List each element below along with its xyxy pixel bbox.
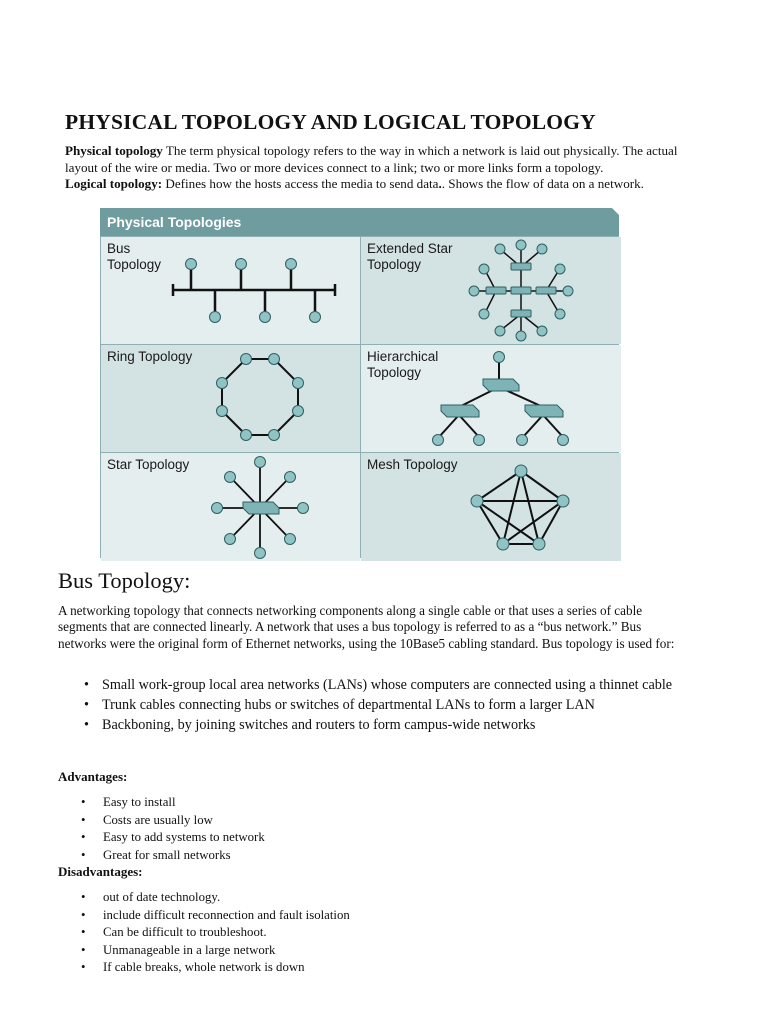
list-item: • Easy to add systems to network: [58, 829, 658, 847]
list-item: • Can be difficult to troubleshoot.: [58, 924, 658, 942]
logical-topology-period: .: [438, 176, 442, 191]
physical-topology-definition: The term physical topology refers to the way in which a network is laid out physically. The actual layout of the wire or media. Two or more devices connect to a link; two or more links form a topology.: [65, 143, 678, 175]
bus-topology-heading: Bus Topology:: [58, 568, 191, 593]
list-item: • include difficult reconnection and fault isolation: [58, 907, 658, 925]
star-topology-cell: [101, 453, 360, 561]
list-item: • Trunk cables connecting hubs or switches of departmental LANs to form a larger LAN: [58, 697, 698, 714]
physical-topologies-figure: [100, 208, 619, 558]
bus-topology-cell: [101, 237, 360, 344]
extended-star-topology-cell: [361, 237, 621, 344]
ring-topology-diagram: [101, 345, 360, 452]
topology-grid: [100, 236, 619, 558]
intro-paragraph: [65, 143, 705, 193]
mesh-topology-cell: [361, 453, 621, 561]
logical-topology-tail: . Shows the flow of data on a network.: [441, 176, 644, 191]
star-topology-diagram: [101, 453, 360, 561]
bus-topology-uses-list: [58, 677, 698, 737]
bus-topology-diagram: [101, 237, 360, 344]
bus-topology-label: Bus Topology: [107, 241, 162, 272]
advantages-heading: Advantages:: [58, 769, 128, 784]
page-title: PHYSICAL TOPOLOGY AND LOGICAL TOPOLOGY: [65, 110, 596, 134]
list-item: • Easy to install: [58, 794, 658, 812]
logical-topology-term: Logical topology:: [65, 176, 163, 191]
list-item: • Costs are usually low: [58, 812, 658, 830]
list-item: • If cable breaks, whole network is down: [58, 959, 658, 977]
hierarchical-topology-diagram: [361, 345, 621, 452]
mesh-topology-label: Mesh Topology: [367, 457, 458, 472]
bus-topology-paragraph: A networking topology that connects networking components along a single cable or that uses a series of cable segments that are connected linearly. A network that uses a bus topology is referred to as a “bus network.” Bus networks were the original form of Ethernet networks, using the 10Base5 cabling standard. Bus topology is used for:: [58, 603, 675, 651]
extended-star-topology-diagram: [361, 237, 621, 344]
disadvantages-heading: Disadvantages:: [58, 864, 143, 879]
hierarchical-topology-label: Hierarchical Topology: [367, 349, 439, 380]
hierarchical-topology-cell: [361, 345, 621, 452]
list-item: • out of date technology.: [58, 889, 658, 907]
list-item: • Unmanageable in a large network: [58, 942, 658, 960]
figure-header: Physical Topologies: [100, 208, 619, 236]
list-item: • Small work-group local area networks (LANs) whose computers are connected using a thinnet cable: [58, 677, 698, 694]
mesh-topology-diagram: [361, 453, 621, 561]
list-item: • Backboning, by joining switches and routers to form campus-wide networks: [58, 717, 698, 734]
physical-topology-term: Physical topology: [65, 143, 163, 158]
ring-topology-cell: [101, 345, 360, 452]
disadvantages-list: [58, 889, 658, 977]
logical-topology-definition: Defines how the hosts access the media to send data: [162, 176, 439, 191]
ring-topology-label: Ring Topology: [107, 349, 193, 364]
extended-star-topology-label: Extended Star Topology: [367, 241, 453, 272]
list-item: • Great for small networks: [58, 847, 658, 865]
advantages-list: [58, 794, 658, 864]
star-topology-label: Star Topology: [107, 457, 190, 472]
